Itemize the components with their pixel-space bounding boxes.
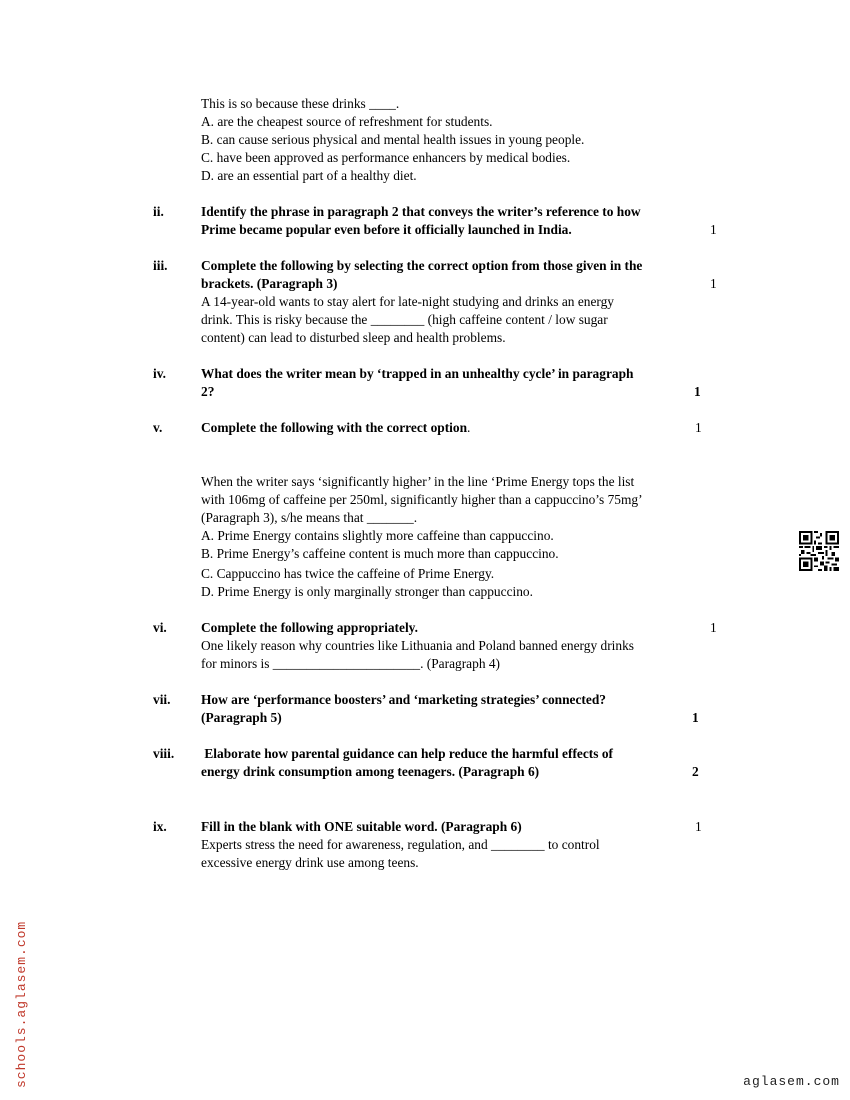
qr-code-icon <box>799 531 839 571</box>
q7-text-line2: (Paragraph 5) <box>201 710 282 725</box>
q3-text-line2: brackets. (Paragraph 3) <box>201 276 338 291</box>
q8-text-line1: Elaborate how parental guidance can help reduce the harmful effects of <box>201 746 613 761</box>
side-watermark-url: schools.aglasem.com <box>14 920 29 1088</box>
q5-body-line1: When the writer says ‘significantly higher’ in the line ‘Prime Energy tops the list <box>201 474 635 489</box>
q1-stem: This is so because these drinks ____. <box>201 96 400 111</box>
q4-text-line1: What does the writer mean by ‘trapped in an unhealthy cycle’ in paragraph <box>201 366 634 381</box>
q6-body-line1: One likely reason why countries like Lithuania and Poland banned energy drinks <box>201 638 634 653</box>
q7-text-line1: How are ‘performance boosters’ and ‘marketing strategies’ connected? <box>201 692 606 707</box>
footer-watermark-url: aglasem.com <box>743 1074 840 1089</box>
q5-option-d: D. Prime Energy is only marginally stronger than cappuccino. <box>201 584 533 599</box>
q5-body-line2: with 106mg of caffeine per 250ml, significantly higher than a cappuccino’s 75mg’ <box>201 492 643 507</box>
q1-option-c: C. have been approved as performance enhancers by medical bodies. <box>201 150 571 165</box>
q5-text-bold: Complete the following with the correct option <box>201 420 468 435</box>
q5-number: v. <box>153 420 163 435</box>
q8-text-line2: energy drink consumption among teenagers. (Paragraph 6) <box>201 764 540 779</box>
q1-option-d: D. are an essential part of a healthy diet. <box>201 168 417 183</box>
q8-number: viii. <box>153 746 175 761</box>
q5-option-c: C. Cappuccino has twice the caffeine of Prime Energy. <box>201 566 495 581</box>
q9-marks: 1 <box>695 819 702 834</box>
q4-marks: 1 <box>694 384 701 399</box>
q4-number: iv. <box>153 366 167 381</box>
q6-marks: 1 <box>710 620 717 635</box>
q3-body-line2: drink. This is risky because the ________ (high caffeine content / low sugar <box>201 312 608 327</box>
q5-option-b: B. Prime Energy’s caffeine content is much more than cappuccino. <box>201 546 559 561</box>
q2-text-line2: Prime became popular even before it officially launched in India. <box>201 222 572 237</box>
q6-number: vi. <box>153 620 167 635</box>
q9-text: Fill in the blank with ONE suitable word. (Paragraph 6) <box>201 819 522 834</box>
q9-body-line1: Experts stress the need for awareness, regulation, and ________ to control <box>201 837 600 852</box>
q1-option-b: B. can cause serious physical and mental health issues in young people. <box>201 132 585 147</box>
q3-marks: 1 <box>710 276 717 291</box>
q5-body-line3: (Paragraph 3), s/he means that _______. <box>201 510 418 525</box>
q5-text-period: . <box>467 420 471 435</box>
q8-marks: 2 <box>692 764 699 779</box>
q6-body-line2: for minors is ______________________. (Paragraph 4) <box>201 656 501 671</box>
q2-marks: 1 <box>710 222 717 237</box>
q7-number: vii. <box>153 692 171 707</box>
q9-number: ix. <box>153 819 167 834</box>
q6-text: Complete the following appropriately. <box>201 620 418 635</box>
q2-text-line1: Identify the phrase in paragraph 2 that conveys the writer’s reference to how <box>201 204 641 219</box>
q1-option-a: A. are the cheapest source of refreshment for students. <box>201 114 493 129</box>
q4-text-line2: 2? <box>201 384 215 399</box>
q5-text <box>201 419 470 437</box>
q9-body-line2: excessive energy drink use among teens. <box>201 855 419 870</box>
q3-text-line1: Complete the following by selecting the correct option from those given in the <box>201 258 643 273</box>
q7-marks: 1 <box>692 710 699 725</box>
q3-body-line1: A 14-year-old wants to stay alert for late-night studying and drinks an energy <box>201 294 615 309</box>
q3-number: iii. <box>153 258 168 273</box>
q2-number: ii. <box>153 204 164 219</box>
q5-marks: 1 <box>695 420 702 435</box>
q5-option-a: A. Prime Energy contains slightly more caffeine than cappuccino. <box>201 528 554 543</box>
q3-body-line3: content) can lead to disturbed sleep and health problems. <box>201 330 506 345</box>
